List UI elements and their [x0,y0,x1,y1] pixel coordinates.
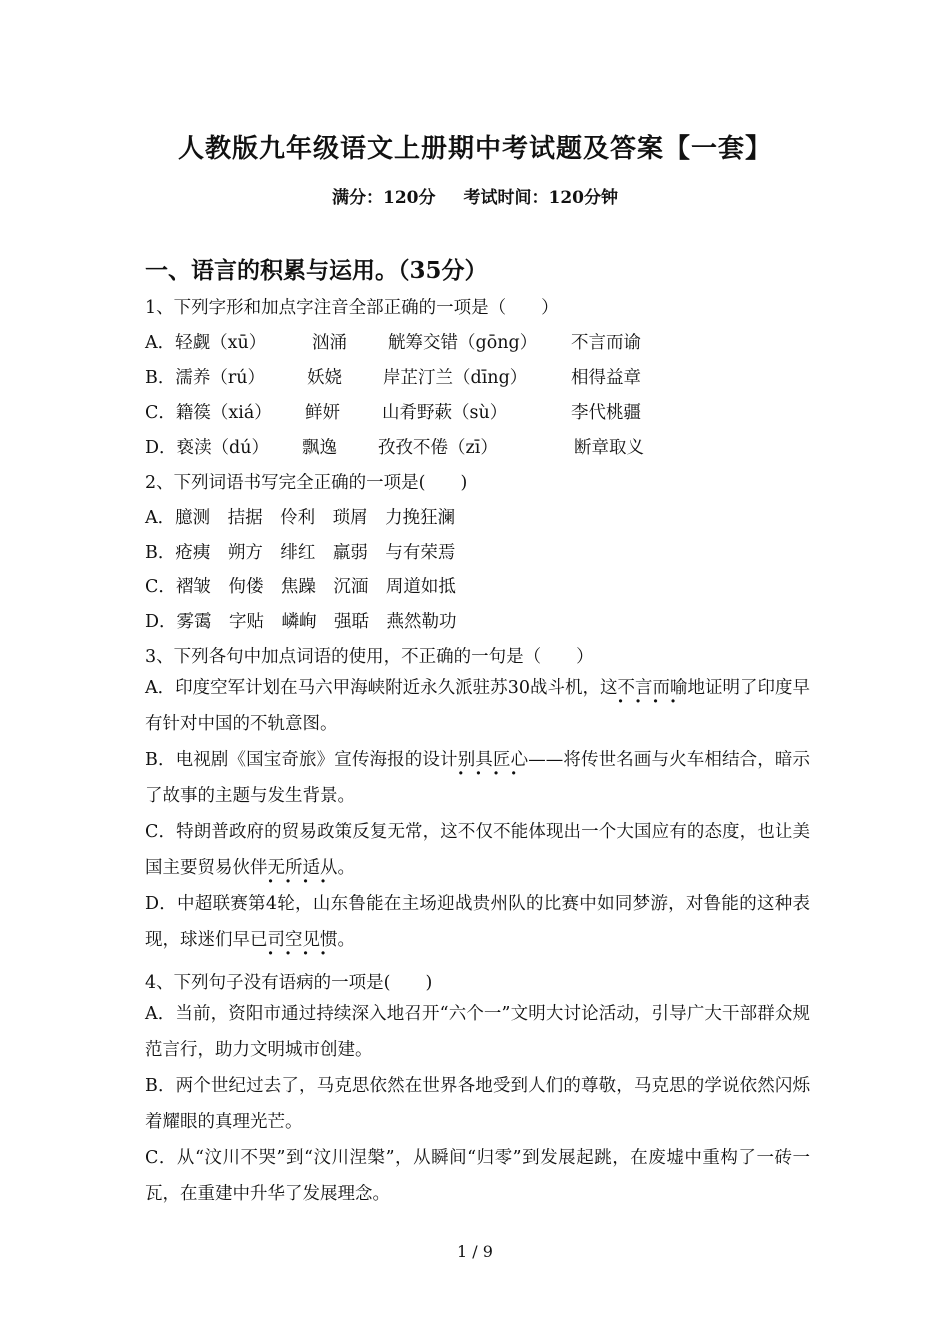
question-4-stem: 4、下列句子没有语病的一项是( ) [145,973,433,993]
section-heading: 一、语言的积累与运用。（35分） [145,257,488,284]
dotted-word-b [458,750,529,770]
option-c-item-3: 山肴野蔌（sù） [382,403,508,423]
option-d-item-4: 断章取义 [574,438,644,458]
question-2-stem: 2、下列词语书写完全正确的一项是( ) [145,473,468,493]
option-a-text: A．印度空军计划在马六甲海峡附近永久派驻苏30战斗机，这 [145,678,618,698]
option-d-item-2: 飘逸 [302,438,337,458]
question-1-stem: 1、下列字形和加点字注音全部正确的一项是（ ） [145,298,559,318]
emphasis-char: 惯 [320,930,338,950]
emphasis-char: 心 [510,750,529,770]
question-3-options [145,670,810,958]
option-c-item-4: 李代桃疆 [571,403,641,423]
option-a-text-end: 地证明了印度早有针对中国的不轨意图。 [145,678,811,734]
emphasis-char: 见 [302,930,320,950]
option-d-item-1: D．亵渎（dú） [145,438,270,458]
option-b-item-4: 相得益章 [571,368,641,388]
question-3-option-d [145,886,810,958]
exam-time: 考试时间：120分钟 [463,188,618,208]
option-c-item-2: 鲜妍 [305,403,340,423]
question-2-option-c: C．褶皱 佝偻 焦躁 沉湎 周道如抵 [145,577,456,597]
emphasis-char: 司 [267,930,285,950]
question-4-option-c: C．从“汶川不哭”到“汶川涅槃”，从瞬间“归零”到发展起跳，在废墟中重构了一砖一瓦，在重建中升华了发展理念。 [145,1148,810,1204]
emphasis-char: 言 [635,678,653,698]
emphasis-char: 从 [320,858,338,878]
question-4-options [145,996,810,1212]
option-a-item-1: A．轻觑（xū） [145,333,267,353]
dotted-word-a [617,678,687,698]
option-b-item-1: B．濡养（rú） [145,368,265,388]
question-4-option-b: B．两个世纪过去了，马克思依然在世界各地受到人们的尊敬，马克思的学说依然闪烁着耀眼的真理光芒。 [145,1076,810,1132]
option-a-item-4: 不言而谕 [571,333,641,353]
question-4-option-a: A．当前，资阳市通过持续深入地召开“六个一”文明大讨论活动，引导广大干部群众规范言行，助力文明城市创建。 [145,1004,810,1060]
option-c-item-1: C．籍篌（xiá） [145,403,272,423]
question-3-stem: 3、下列各句中加点词语的使用，不正确的一句是（ ） [145,647,594,667]
option-d-item-3: 孜孜不倦（zī） [378,438,498,458]
option-b-text-end: ——将传世名画与火车相结合，暗示了故事的主题与发生背景。 [145,750,811,806]
option-c-text-end: 。 [337,858,355,878]
question-3-option-c [145,814,810,886]
option-c-text: C．特朗普政府的贸易政策反复无常，这不仅不能体现出一个大国应有的态度，也让美国主要贸易伙伴 [145,822,810,878]
emphasis-char: 匠 [492,750,511,770]
question-2-option-a: A．臆测 拮据 伶利 琐屑 力挽狂澜 [145,508,456,528]
exam-info [0,183,950,208]
page-number: 1 / 9 [457,1242,493,1261]
full-score: 满分：120分 [332,188,436,208]
emphasis-char: 具 [475,750,493,770]
option-d-text: D．中超联赛第4轮，山东鲁能在主场迎战贵州队的比赛中如同梦游，对鲁能的这种表现，球迷们早已 [145,894,810,950]
dotted-word-c [268,858,338,878]
option-b-text: B．电视剧《国宝奇旅》宣传海报的设计 [145,750,458,770]
question-3-option-a [145,670,810,742]
emphasis-char: 所 [285,858,303,878]
emphasis-char: 别 [457,750,476,770]
emphasis-char: 而 [652,678,671,698]
dotted-word-d [268,930,338,950]
emphasis-char: 空 [285,930,303,950]
question-3-option-b [145,742,810,814]
option-b-item-3: 岸芷汀兰（dīng） [383,368,528,388]
question-2-option-b: B．疮痍 朔方 绯红 羸弱 与有荣焉 [145,543,456,563]
emphasis-char: 喻 [670,678,688,698]
emphasis-char: 适 [302,858,320,878]
option-a-item-2: 汹涌 [312,333,347,353]
emphasis-char: 不 [617,678,635,698]
option-b-item-2: 妖娆 [307,368,342,388]
page-title: 人教版九年级语文上册期中考试题及答案【一套】 [177,134,772,164]
question-2-option-d: D．雾霭 字贴 嶙峋 强聒 燕然勒功 [145,612,457,632]
emphasis-char: 无 [267,858,285,878]
option-d-text-end: 。 [337,930,355,950]
option-a-item-3: 觥筹交错（gōng） [388,333,538,353]
